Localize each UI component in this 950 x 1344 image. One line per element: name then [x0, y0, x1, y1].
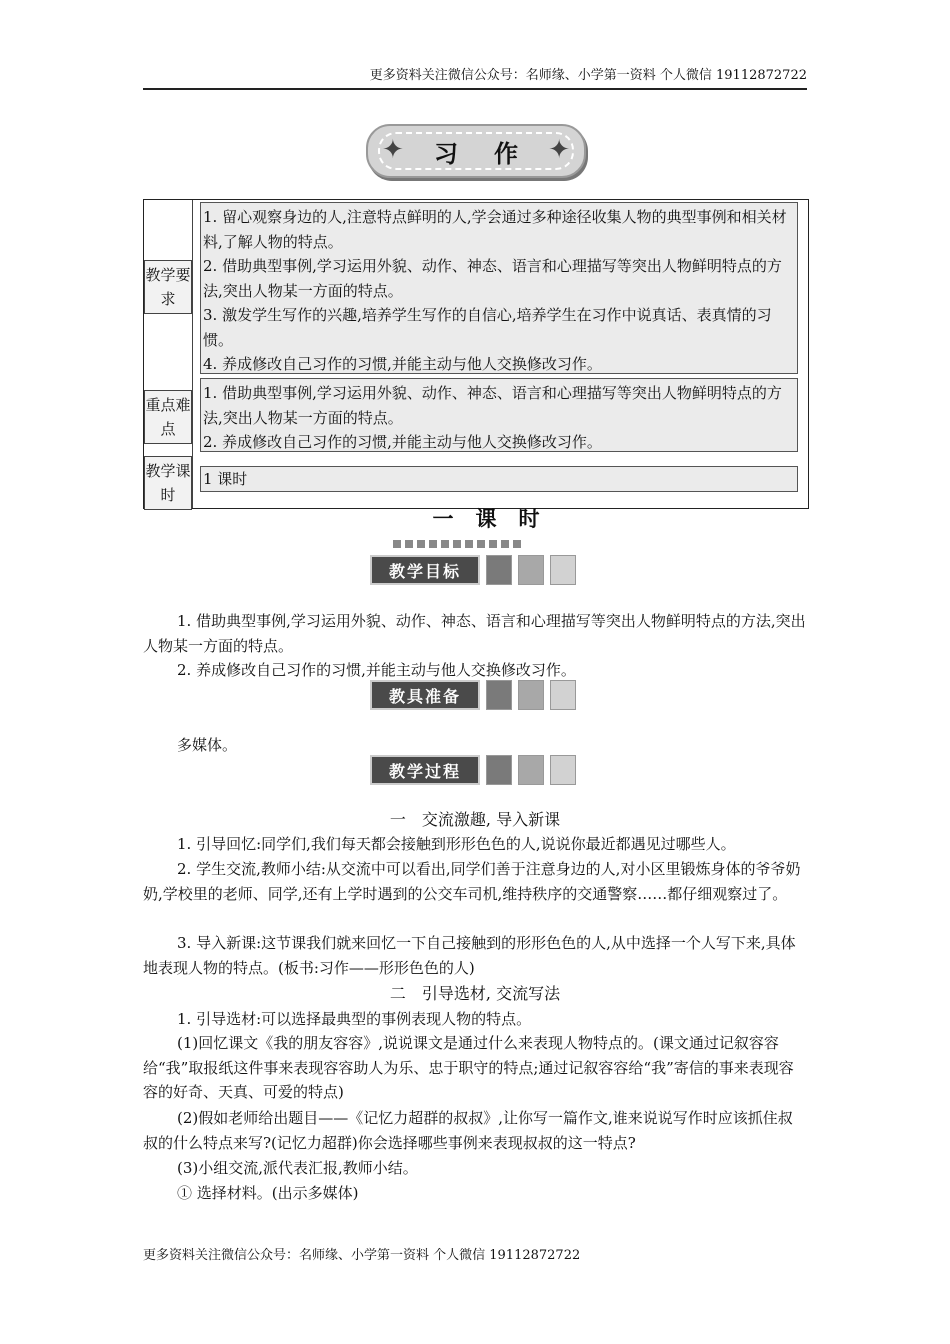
process-paragraph: 1. 引导选材:可以选择最典型的事例表现人物的特点。 — [177, 1010, 532, 1028]
square-deco — [550, 555, 576, 585]
teaching-info-table — [143, 199, 809, 509]
process-paragraph: 3. 导入新课:这节课我们就来回忆一下自己接触到的形形色色的人,从中选择一个人写下来,具体地表现人物的特点。(板书:习作——形形色色的人) — [143, 934, 796, 977]
banner-title: 习作 — [434, 140, 554, 168]
square-deco — [486, 755, 512, 785]
star-icon: ✦ — [548, 135, 570, 165]
decorative-dots — [393, 533, 543, 543]
square-deco — [518, 755, 544, 785]
key-point-item: 1. 借助典型事例,学习运用外貌、动作、神态、语言和心理描写等突出人物鲜明特点的方法,突出人物某一方面的特点。 — [203, 384, 782, 427]
star-icon: ✦ — [382, 135, 404, 165]
requirement-item: 3. 激发学生写作的兴趣,培养学生写作的自信心,培养学生在习作中说真话、表真情的习惯。 — [203, 306, 772, 349]
page-header: 更多资料关注微信公众号：名师缘、小学第一资料 个人微信 19112872722 — [143, 66, 807, 90]
title-banner — [366, 124, 586, 178]
section-tools-header — [370, 680, 580, 714]
tools-text: 多媒体。 — [177, 736, 238, 754]
section-label: 教学目标 — [370, 555, 480, 585]
goal-item: 1. 借助典型事例,学习运用外貌、动作、神态、语言和心理描写等突出人物鲜明特点的方法,突出人物某一方面的特点。 — [143, 612, 806, 655]
square-deco — [486, 680, 512, 710]
square-deco — [550, 755, 576, 785]
requirement-item: 4. 养成修改自己习作的习惯,并能主动与他人交换修改习作。 — [203, 355, 602, 373]
section-process-header — [370, 755, 580, 789]
section-label: 教具准备 — [370, 680, 480, 710]
square-deco — [518, 555, 544, 585]
label-class-hours: 教学课时 — [144, 456, 192, 510]
key-points-cell — [200, 378, 798, 452]
process-paragraph: (3)小组交流,派代表汇报,教师小结。 — [177, 1159, 418, 1177]
section-label: 教学过程 — [370, 755, 480, 785]
square-deco — [486, 555, 512, 585]
process-heading-2: 二 引导选材, 交流写法 — [389, 984, 561, 1003]
process-paragraph: (1)回忆课文《我的朋友容容》,说说课文是通过什么来表现人物特点的。(课文通过记叙容容给“我”取报纸这件事来表现容容助人为乐、忠于职守的特点;通过记叙容容给“我”寄信的事来表现容容的好奇、天真、可爱的特点) — [143, 1034, 794, 1101]
process-heading-1: 一 交流激趣, 导入新课 — [389, 810, 561, 829]
process-paragraph: ① 选择材料。(出示多媒体) — [177, 1184, 359, 1202]
page-footer: 更多资料关注微信公众号：名师缘、小学第一资料 个人微信 19112872722 — [143, 1248, 581, 1263]
label-key-points: 重点难点 — [144, 390, 192, 444]
table-divider — [192, 200, 193, 508]
goal-item: 2. 养成修改自己习作的习惯,并能主动与他人交换修改习作。 — [177, 661, 576, 679]
square-deco — [550, 680, 576, 710]
key-point-item: 2. 养成修改自己习作的习惯,并能主动与他人交换修改习作。 — [203, 433, 602, 451]
square-deco — [518, 680, 544, 710]
process-paragraph: 2. 学生交流,教师小结:从交流中可以看出,同学们善于注意身边的人,对小区里锻炼身体的爷爷奶奶,学校里的老师、同学,还有上学时遇到的公交车司机,维持秩序的交通警察……都仔细观察过了。 — [143, 860, 801, 903]
process-paragraph: 1. 引导回忆:同学们,我们每天都会接触到形形色色的人,说说你最近都遇见过哪些人。 — [177, 835, 736, 853]
label-teaching-requirements: 教学要求 — [144, 260, 192, 314]
lesson-title: 一课时 — [432, 507, 562, 531]
requirements-cell — [200, 202, 798, 374]
requirement-item: 1. 留心观察身边的人,注意特点鲜明的人,学会通过多种途径收集人物的典型事例和相关材料,了解人物的特点。 — [203, 208, 787, 251]
section-goals-header — [370, 555, 580, 589]
class-hours-cell: 1 课时 — [200, 466, 798, 492]
requirement-item: 2. 借助典型事例,学习运用外貌、动作、神态、语言和心理描写等突出人物鲜明特点的方法,突出人物某一方面的特点。 — [203, 257, 782, 300]
process-paragraph: (2)假如老师给出题目——《记忆力超群的叔叔》,让你写一篇作文,谁来说说写作时应该抓住叔叔的什么特点来写?(记忆力超群)你会选择哪些事例来表现叔叔的这一特点? — [143, 1109, 793, 1152]
